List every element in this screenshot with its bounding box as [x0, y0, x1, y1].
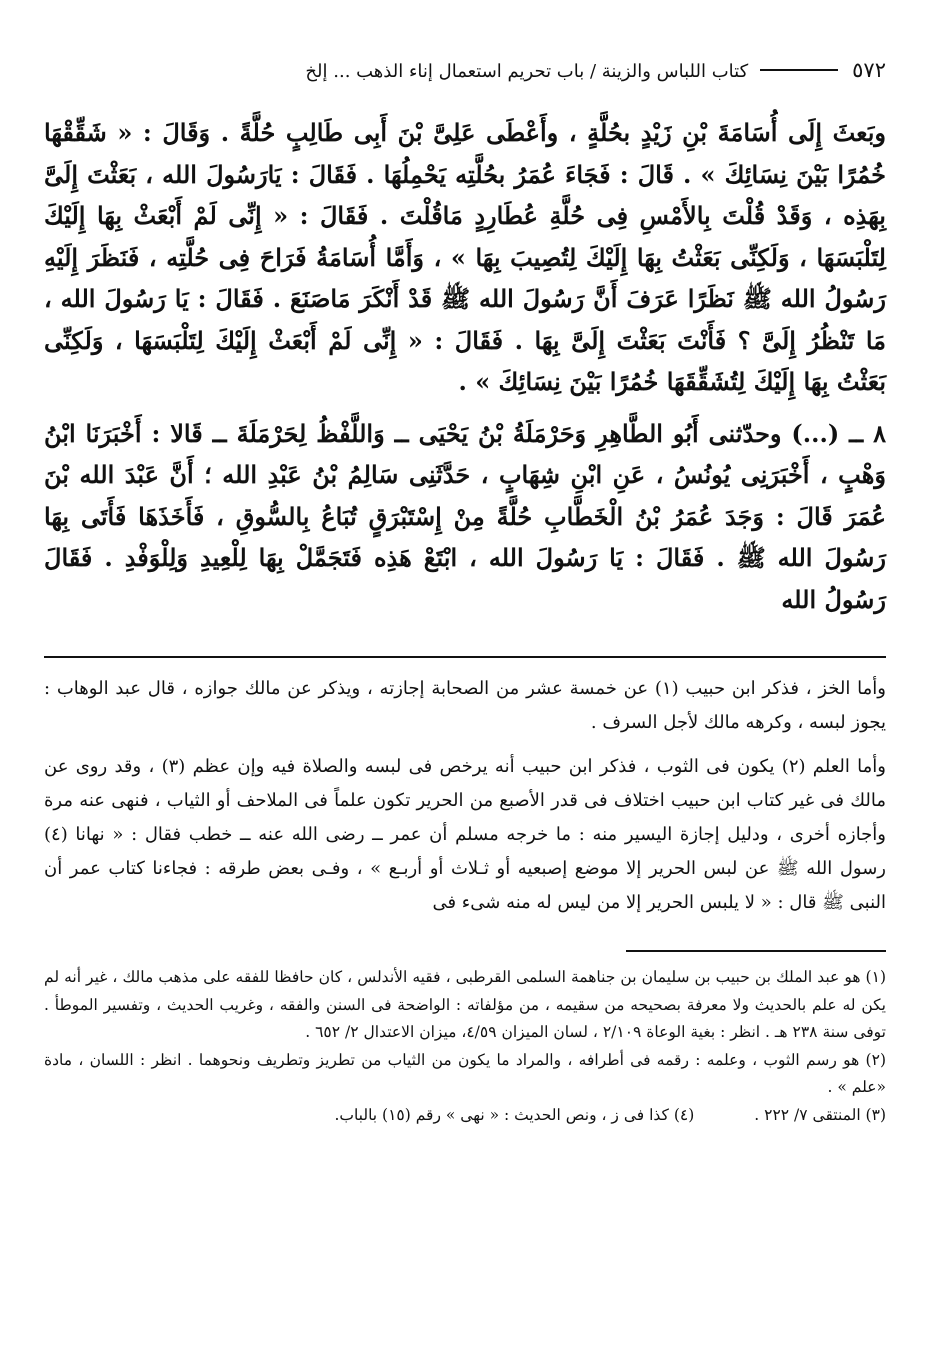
commentary-paragraph: وأما العلم (٢) يكون فى الثوب ، فذكر ابن حبيب أنه يرخص فى لبسه والصلاة فيه وإن عظم (٣) ، وقد روى عن مالك فى غير كتاب ابن حبيب اختلاف فى قدر الأصبع من الحرير تكون علماً فى الملاحف أو الثياب ، فنهى عنه مرة وأجازه أخرى ، ودليل إجازة اليسير منه : ما خرجه مسلم أن عمر ــ رضى الله عنه ــ خطب فقال : « نهانا (٤) رسول الله ﷺ عن لبس الحرير إلا موضع إصبعيه أو ثـلاث أو أربـع » ، وفـى بعض طرقه : فجاءنا كتاب عمر أن النبى ﷺ قال : « لا يلبس الحرير إلا من ليس له منه شىء فى [44, 756, 886, 913]
footnote-rule [626, 950, 886, 952]
commentary-text [44, 672, 886, 920]
footnote-3: (٣) المنتقى ٧/ ٢٢٢ . [754, 1105, 886, 1124]
footnotes [44, 964, 886, 1129]
footnote-2: (٢) هو رسم الثوب ، وعلمه : رقمه فى أطرافه ، والمراد ما يكون من الثياب من تطريز وتطريف ونحوهما . انظر : اللسان ، مادة «علم » . [44, 1050, 886, 1096]
running-header [44, 58, 886, 98]
book-page [44, 58, 886, 1129]
footnote-4: (٤) كذا فى ز ، ونص الحديث : « نهى » رقم (١٥) بالباب. [334, 1105, 695, 1124]
page-number: ٥٧٢ [852, 58, 886, 82]
hadith-paragraph: وبَعثَ إِلَى أُسَامَةَ بْنِ زَيْدٍ بحُلَّةٍ ، وأَعْطَى عَلِىَّ بْنَ أَبِى طَالِبٍ حُلَّةً . وَقَالَ : « شَقِّقْهَا خُمُرًا بَيْنَ نِسَائِكَ » . قَالَ : فَجَاءَ عُمَرُ بحُلَّتِه يَحْمِلُهَا . فَقَالَ : يَارَسُولَ الله ، بَعَثْتَ إِلَىَّ بِهَذِه ، وَقَدْ قُلْتَ بِالأَمْسِ فِى حُلَّةِ عُطَارِدٍ مَاقُلْتَ . فَقَالَ : « إِنِّى لَمْ أَبْعَثْ بِهَا إِلَيْكَ لِتَلْبَسَهَا ، وَلَكِنِّى بَعَثْتُ بِهَا إِلَيْكَ لِتُصِيبَ بِهَا » ، وَأَمَّا أُسَامَةُ فَرَاحَ فِى حُلَّتِه ، فَنَظَرَ إِلَيْهِ رَسُولُ الله ﷺ نَظَرًا عَرَفَ أَنَّ رَسُولَ الله ﷺ قَدْ أَنْكَرَ مَاصَنَعَ . فَقَالَ : يَا رَسُولَ الله ، مَا تَنْظُرُ إِلَىَّ ؟ فَأَنْتَ بَعَثْتَ إِلَىَّ بِهَا . فَقَالَ : « إِنِّى لَمْ أَبْعَثْ إِلَيْكَ لِتَلْبَسَهَا ، وَلَكِنِّى بَعَثْتُ بِهَا إِلَيْكَ لِتُشَقِّقَهَا خُمُرًا بَيْنَ نِسَائِكَ » . [44, 118, 887, 396]
running-title: كتاب اللباس والزينة / باب تحريم استعمال إناء الذهب ... إلخ [305, 61, 749, 82]
hadith-text [44, 112, 886, 620]
footnote-row [44, 1102, 886, 1130]
footnote-1: (١) هو عبد الملك بن حبيب بن سليمان بن جناهمة السلمى القرطبى ، فقيه الأندلس ، كان حافظا للفقه على مذهب مالك ، غير أنه لم يكن له علم بالحديث ولا معرفة بصحيحه من سقيمه ، من مؤلفاته : الواضحة فى السنن والفقه ، وغريب الحديث ، وتفسير الموطأ . توفى سنة ٢٣٨ هـ . انظر : بغية الوعاة ٢/١٠٩ ، لسان الميزان ٤/٥٩، ميزان الاعتدال ٢/ ٦٥٢ . [44, 968, 886, 1041]
section-divider [44, 656, 886, 658]
header-rule [760, 69, 838, 71]
commentary-paragraph: وأما الخز ، فذكر ابن حبيب (١) عن خمسة عشر من الصحابة إجازته ، ويذكر عن مالك جوازه ، قال عبد الوهاب : يجوز لبسه ، وكرهه مالك لأجل السرف . [44, 678, 887, 733]
hadith-paragraph: ٨ ــ (...) وحدّثنى أَبُو الطَّاهِرِ وَحَرْمَلَةُ بْنُ يَحْيَى ــ وَاللَّفْظُ لِحَرْمَلَةَ ــ قَالا : أَخْبَرَنَا ابْنُ وَهْبٍ ، أَخْبَرَنِى يُونُسُ ، عَنِ ابْنِ شِهَابٍ ، حَدَّثَنِى سَالِمُ بْنُ عَبْدِ الله ؛ أَنَّ عَبْدَ الله بْنَ عُمَرَ قَالَ : وَجَدَ عُمَرُ بْنُ الْخَطَّابِ حُلَّةً مِنْ إِسْتَبْرَقٍ تُبَاعُ بِالسُّوقِ ، فَأَخَذَهَا فَأَتَى بِهَا رَسُولَ الله ﷺ . فَقَالَ : يَا رَسُولَ الله ، ابْتَعْ هَذِه فَتَجَمَّلْ بِهَا لِلْعِيدِ وَلِلْوَفْدِ . فَقَالَ رَسُولُ الله [44, 418, 886, 614]
